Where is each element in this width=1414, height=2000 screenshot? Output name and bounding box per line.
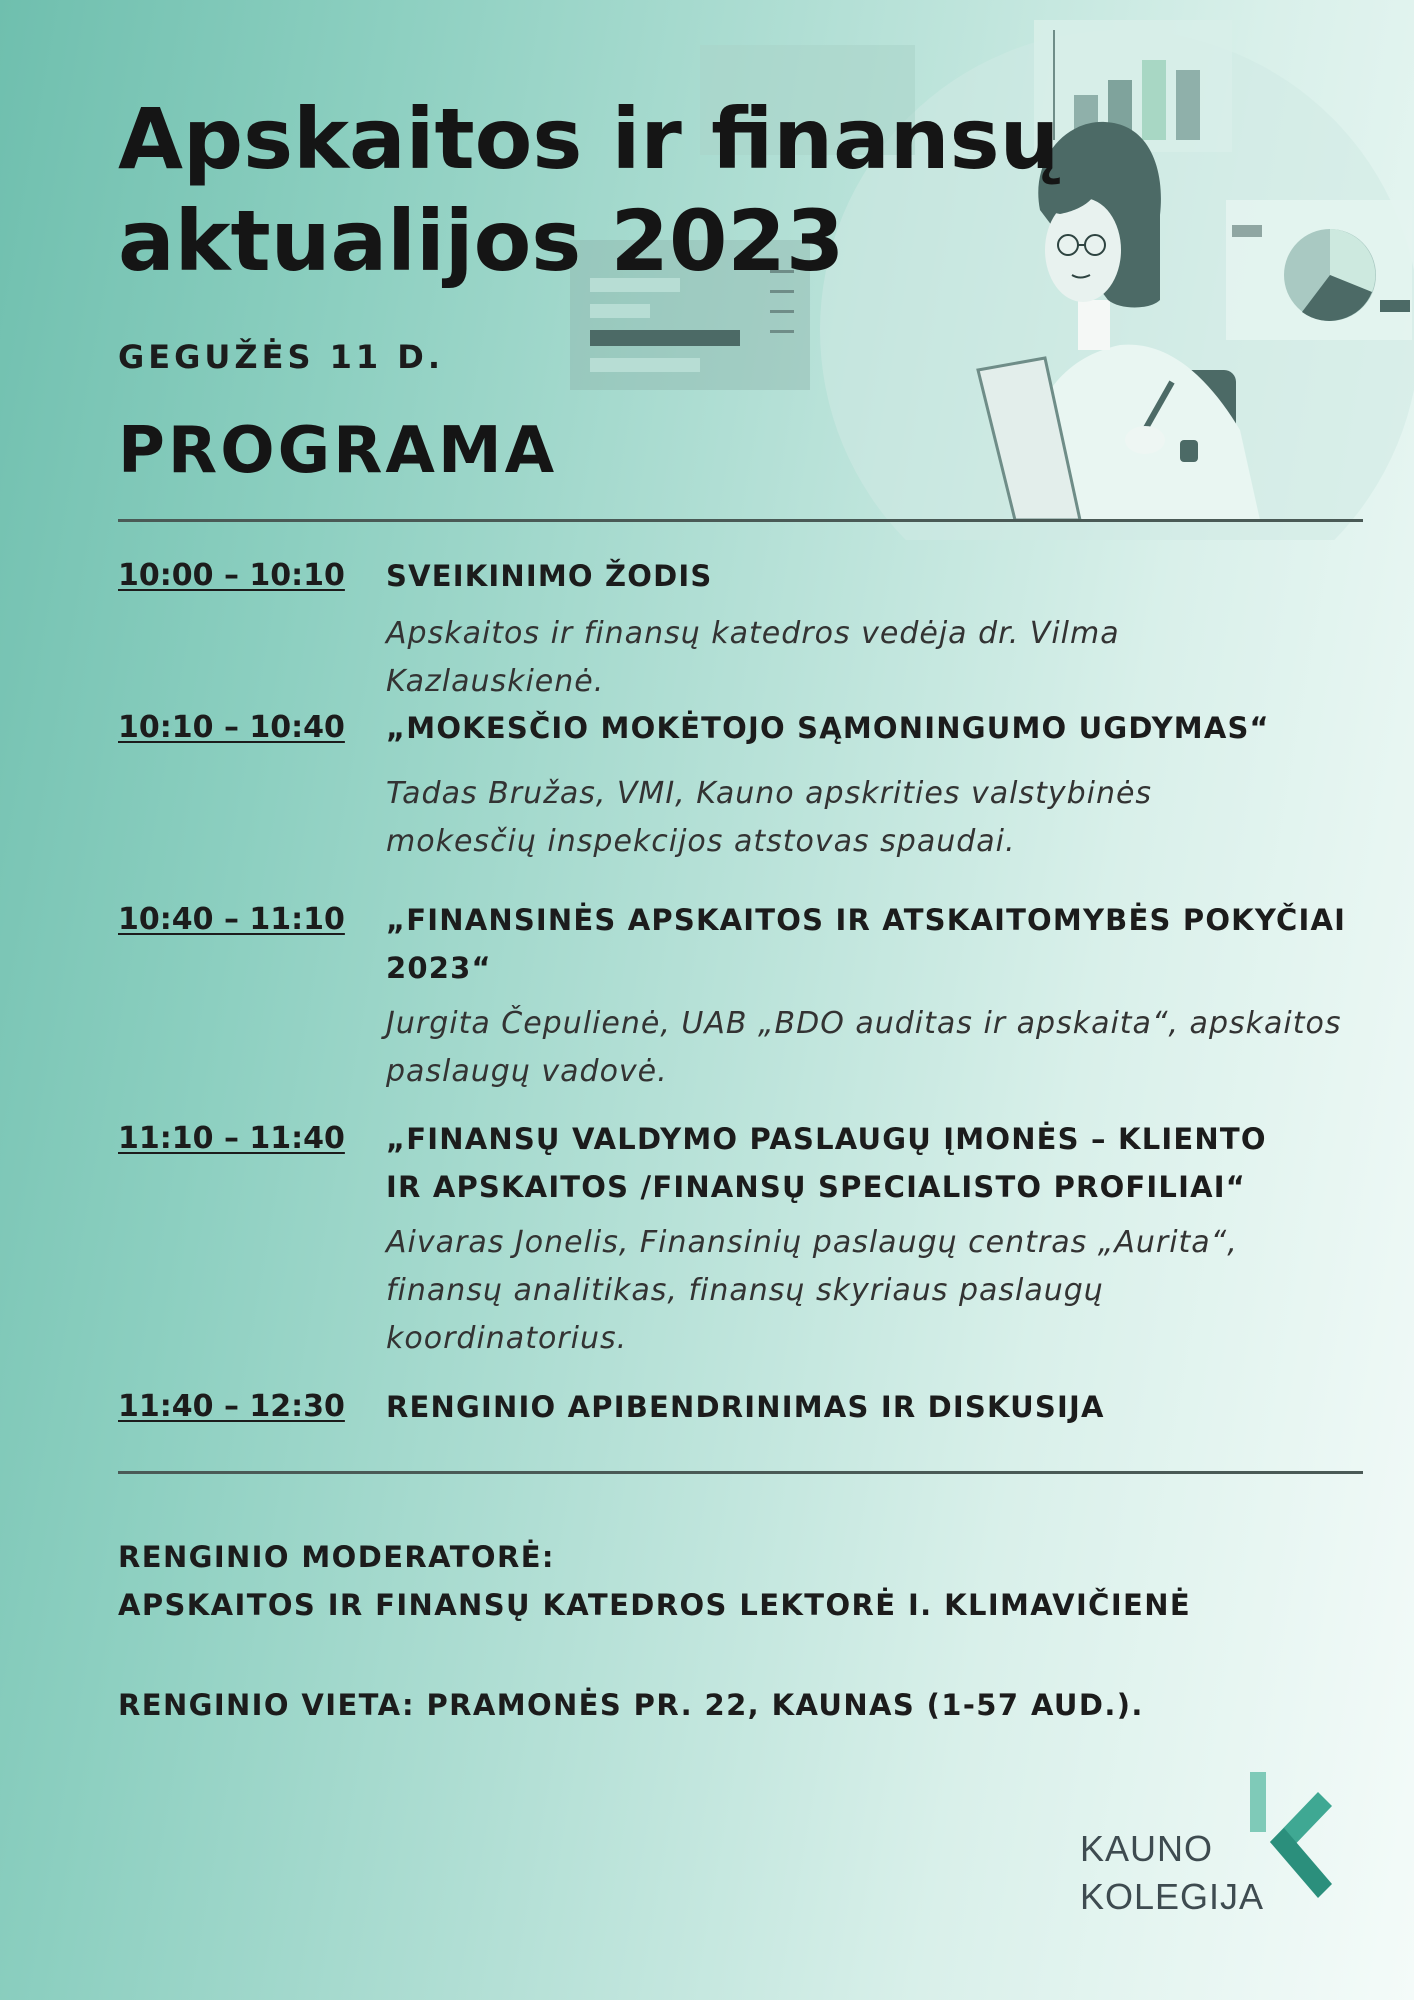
program-slot	[118, 1121, 1368, 1371]
logo-k-mark-icon	[1240, 1772, 1340, 1912]
slot-speaker: Tadas Bružas, VMI, Kauno apskrities valstybinės mokesčių inspekcijos atstovas spaudai.	[386, 776, 1153, 859]
slot-speaker: Aivaras Jonelis, Finansinių paslaugų centras „Aurita“, finansų analitikas, finansų skyriaus paslaugų koordinatorius.	[386, 1225, 1238, 1356]
slot-time: 11:40 – 12:30	[118, 1389, 345, 1424]
slot-title: „FINANSINĖS APSKAITOS IR ATSKAITOMYBĖS POKYČIAI 2023“	[386, 903, 1347, 985]
slot-time: 10:10 – 10:40	[118, 710, 345, 745]
title-line-1: Apskaitos ir finansų	[118, 90, 1060, 188]
moderator-label: RENGINIO MODERATORĖ:	[118, 1540, 555, 1574]
divider-top	[118, 519, 1363, 522]
program-heading: PROGRAMA	[118, 414, 558, 488]
moderator-name: APSKAITOS IR FINANSŲ KATEDROS LEKTORĖ I. KLIMAVIČIENĖ	[118, 1588, 1192, 1622]
slot-time: 10:00 – 10:10	[118, 558, 345, 593]
program-slot	[118, 558, 1368, 698]
slot-title: SVEIKINIMO ŽODIS	[386, 559, 713, 593]
event-venue: RENGINIO VIETA: PRAMONĖS PR. 22, KAUNAS (1-57 AUD.).	[118, 1688, 1144, 1722]
slot-title: „MOKESČIO MOKĖTOJO SĄMONINGUMO UGDYMAS“	[386, 711, 1270, 745]
kauno-kolegija-logo	[1080, 1772, 1350, 1922]
program-slot	[118, 902, 1368, 1102]
program-slot	[118, 710, 1368, 860]
program-slot	[118, 1389, 1368, 1449]
logo-text-line-1: KAUNO	[1080, 1828, 1214, 1869]
slot-time: 11:10 – 11:40	[118, 1121, 345, 1156]
title-line-2: aktualijos 2023	[118, 192, 845, 290]
divider-bottom	[118, 1471, 1363, 1474]
logo-text-line-2: KOLEGIJA	[1080, 1876, 1265, 1917]
event-date: GEGUŽĖS 11 D.	[118, 338, 445, 376]
slot-time: 10:40 – 11:10	[118, 902, 345, 937]
slot-speaker: Apskaitos ir finansų katedros vedėja dr. Vilma Kazlauskienė.	[386, 616, 1120, 699]
slot-title: RENGINIO APIBENDRINIMAS IR DISKUSIJA	[386, 1390, 1105, 1424]
slot-title: „FINANSŲ VALDYMO PASLAUGŲ ĮMONĖS – KLIENTO IR APSKAITOS /FINANSŲ SPECIALISTO PROFILIAI“	[386, 1122, 1267, 1204]
poster-title	[118, 88, 1059, 292]
slot-speaker: Jurgita Čepulienė, UAB „BDO auditas ir apskaita“, apskaitos paslaugų vadovė.	[386, 1006, 1342, 1089]
